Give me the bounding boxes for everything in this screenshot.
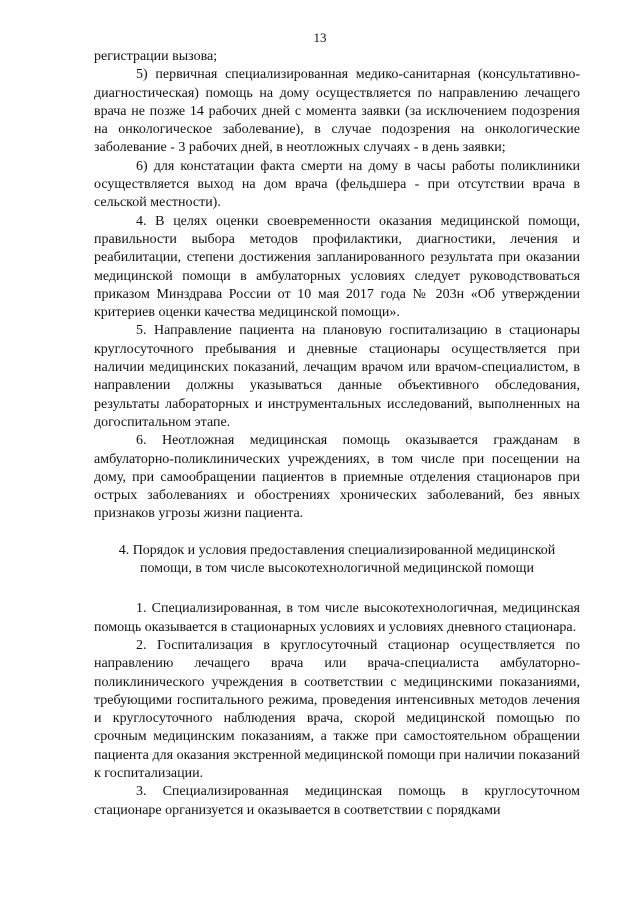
section-heading-line-2: помощи, в том числе высокотехнологичной медицинской помощи (140, 561, 534, 577)
paragraph-item-5-home-care: 5) первичная специализированная медико-санитарная (консультативно-диагностическая) помощь на дому осуществляется по направлению лечащего врача не позже 14 рабочих дней с момента заявки (за исключением подозрения на онкологическое заболевание), в случае подозрения на онкологические заболевание - 3 рабочих дней, в неотложных случаях - в день заявки; (94, 67, 580, 156)
paragraph-6-urgent-care: 6. Неотложная медицинская помощь оказывается гражданам в амбулаторно-поликлинических учреждениях, в том числе при посещении на дому, при самообращении пациентов в приемные отделения стационаров при острых заболеваниях и обострениях хронических заболеваний, без явных признаков угрозы жизни пациента. (94, 433, 580, 522)
document-body (94, 48, 580, 820)
paragraph-1-specialized-care: 1. Специализированная, в том числе высокотехнологичная, медицинская помощь оказывается в стационарных условиях и условиях дневного стационара. (94, 601, 580, 635)
paragraph-4-quality-evaluation: 4. В целях оценки своевременности оказания медицинской помощи, правильности выбора методов профилактики, диагностики, лечения и реабилитации, степени достижения запланированного результата при оказании медицинской помощи в амбулаторных условиях следует руководствоваться приказом Минздрава России от 10 мая 2017 года № 203н «Об утверждении критериев оценки качества медицинской помощи». (94, 213, 580, 321)
section-heading (94, 542, 580, 579)
paragraph-item-6-death-statement: 6) для констатации факта смерти на дому в часы работы поликлиники осуществляется выход на дом врача (фельдшера - при отсутствии врача в сельской местности). (94, 158, 580, 211)
paragraph-2-round-the-clock-hospital: 2. Госпитализация в круглосуточный стационар осуществляется по направлению лечащего врача или врача-специалиста амбулаторно-поликлинического учреждения в соответствии с медицинскими показаниями, требующими госпитального режима, проведения интенсивных методов лечения и круглосуточного наблюдения врача, скорой медицинской помощью по срочным медицинским показаниям, а также при самостоятельном обращении пациента для оказания экстренной медицинской помощи при наличии показаний к госпитализации. (94, 637, 580, 781)
page-number: 13 (313, 30, 327, 45)
paragraph-registration-end: регистрации вызова; (94, 49, 218, 64)
paragraph-5-hospitalization-referral: 5. Направление пациента на плановую госпитализацию в стационары круглосуточного пребывания и дневные стационары осуществляется при наличии медицинских показаний, лечащим врачом или врачом-специалистом, в направлении должны указываться данные объективного обследования, результаты лабораторных и инструментальных исследований, выполненных на догоспитальном этапе. (94, 323, 580, 430)
paragraph-3-specialized-care-organization: 3. Специализированная медицинская помощь в круглосуточном стационаре организуется и оказывается в соответствии с порядками (94, 784, 580, 818)
section-heading-line-1: 4. Порядок и условия предоставления специализированной медицинской (118, 542, 556, 558)
